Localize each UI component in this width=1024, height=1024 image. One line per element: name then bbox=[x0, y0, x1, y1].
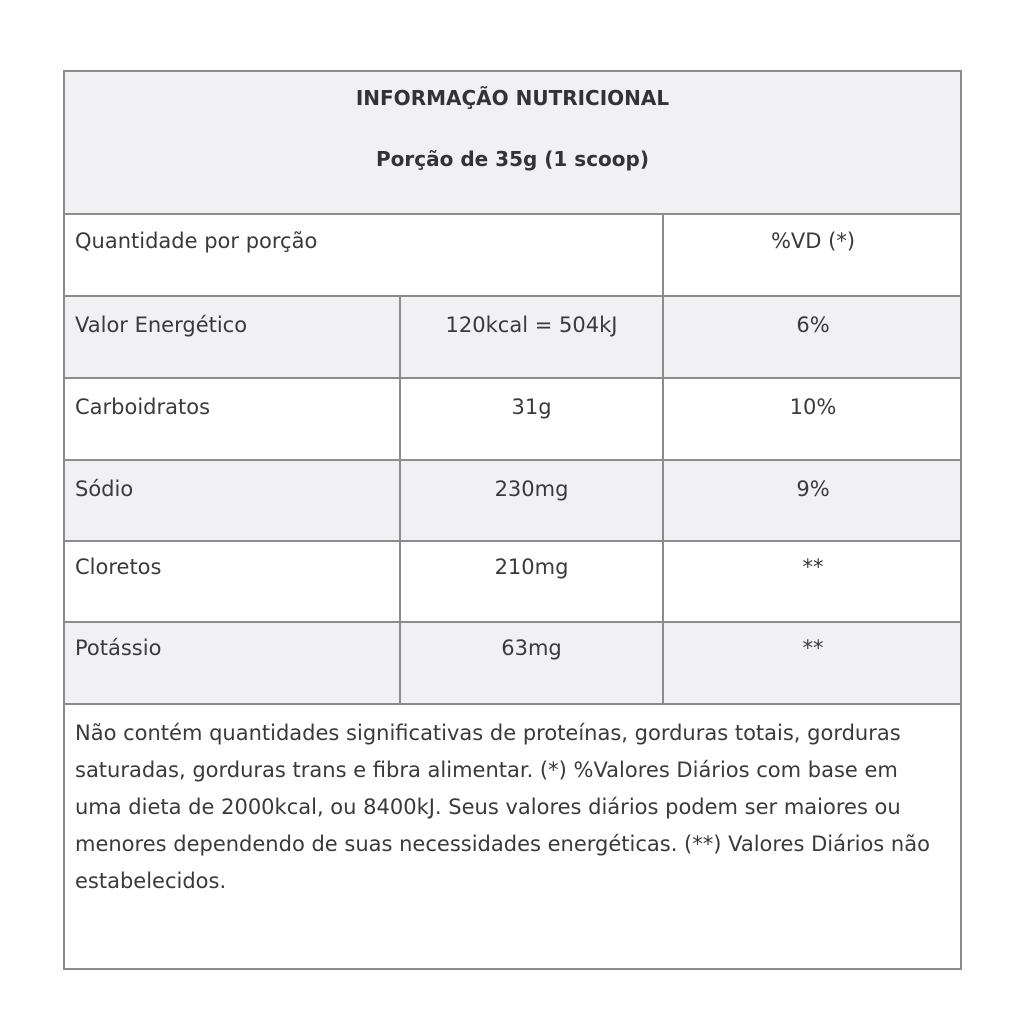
table-row bbox=[65, 461, 960, 542]
nutrient-vd: ** bbox=[802, 636, 824, 660]
table-row bbox=[65, 542, 960, 623]
nutrient-vd: 9% bbox=[796, 477, 830, 501]
nutrient-amount: 31g bbox=[511, 395, 552, 419]
nutrient-name: Sódio bbox=[75, 477, 134, 501]
footer-note bbox=[65, 705, 960, 968]
table-title: INFORMAÇÃO NUTRICIONAL bbox=[355, 86, 670, 110]
nutrient-vd: 6% bbox=[796, 313, 830, 337]
footnote-text: Não contém quantidades significativas de proteínas, gorduras totais, gorduras saturadas, gorduras trans e fibra alimentar. (*) %Valores Diários com base em uma dieta de 2000kcal, ou 8400kJ. Seus valores diários podem ser maiores ou menores dependendo de suas necessidades energéticas. (**) Valores Diários não estabelecidos. bbox=[75, 721, 930, 893]
nutrient-name: Cloretos bbox=[75, 555, 162, 579]
portion-size: Porção de 35g (1 scoop) bbox=[376, 147, 649, 171]
nutrient-amount: 63mg bbox=[501, 636, 562, 660]
nutrient-name: Potássio bbox=[75, 636, 162, 660]
table-row bbox=[65, 623, 960, 705]
nutrient-name: Carboidratos bbox=[75, 395, 211, 419]
vd-header: %VD (*) bbox=[770, 229, 856, 253]
table-row bbox=[65, 297, 960, 379]
nutrient-vd: 10% bbox=[789, 395, 837, 419]
column-headers bbox=[65, 215, 960, 297]
nutrient-amount: 210mg bbox=[494, 555, 569, 579]
table-row bbox=[65, 379, 960, 461]
nutrient-vd: ** bbox=[802, 555, 824, 579]
nutrient-amount: 230mg bbox=[494, 477, 569, 501]
nutrient-name: Valor Energético bbox=[75, 313, 248, 337]
quantity-header: Quantidade por porção bbox=[75, 229, 318, 253]
nutrient-amount: 120kcal = 504kJ bbox=[445, 313, 618, 337]
table-header bbox=[65, 72, 960, 215]
nutrition-table bbox=[63, 70, 962, 970]
